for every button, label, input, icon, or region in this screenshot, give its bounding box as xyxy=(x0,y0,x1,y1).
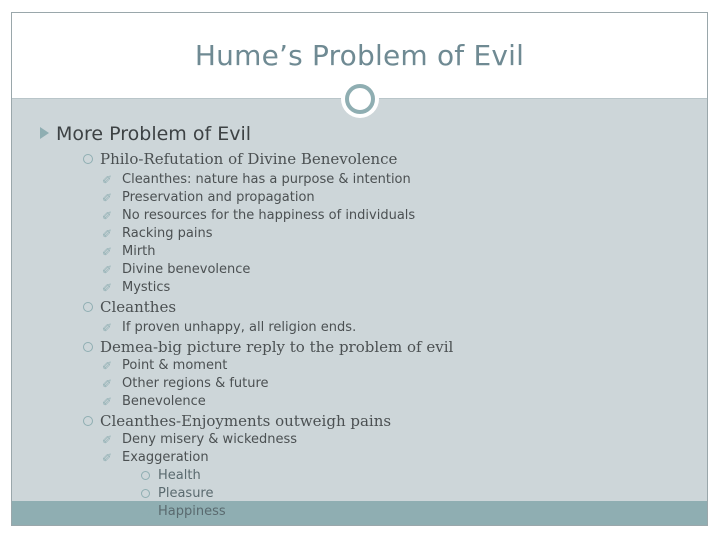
slide-title: Hume’s Problem of Evil xyxy=(194,39,525,72)
section-cleanthes-label: Cleanthes xyxy=(100,298,177,316)
list-item-text: Benevolence xyxy=(122,394,206,409)
sub-list-item xyxy=(158,468,201,483)
list-item xyxy=(102,320,357,335)
outline-heading-text: More Problem of Evil xyxy=(56,123,252,145)
sub-list-item-text: Health xyxy=(158,468,201,483)
list-item xyxy=(102,280,171,295)
sub-list-item-text: Happiness xyxy=(158,504,226,519)
quill-bullet-icon: ✐ xyxy=(102,263,113,277)
list-item-text: Mystics xyxy=(122,280,171,295)
list-item xyxy=(102,376,269,391)
circle-bullet-icon xyxy=(141,471,150,480)
list-item-text: Exaggeration xyxy=(122,450,209,465)
quill-bullet-icon: ✐ xyxy=(102,377,113,391)
list-item-text: Deny misery & wickedness xyxy=(122,432,298,447)
sub-list-item xyxy=(158,504,226,519)
section-philo-label: Philo-Refutation of Divine Benevolence xyxy=(100,150,398,168)
section-demea xyxy=(100,338,453,356)
list-item-text: Point & moment xyxy=(122,358,228,373)
quill-bullet-icon: ✐ xyxy=(102,321,113,335)
circle-bullet-icon xyxy=(141,507,150,516)
circle-bullet-icon xyxy=(141,489,150,498)
list-item-text: Divine benevolence xyxy=(122,262,251,277)
quill-bullet-icon: ✐ xyxy=(102,227,113,241)
section-demea-label: Demea-big picture reply to the problem of evil xyxy=(100,338,454,356)
section-cleanthes xyxy=(100,298,176,316)
list-item xyxy=(102,172,411,187)
section-cleanthes-enjoyments xyxy=(100,412,391,430)
list-item xyxy=(102,262,251,277)
quill-bullet-icon: ✐ xyxy=(102,433,113,447)
list-item xyxy=(102,394,206,409)
quill-bullet-icon: ✐ xyxy=(102,451,113,465)
list-item xyxy=(102,226,213,241)
list-item xyxy=(102,208,416,223)
sub-list-item xyxy=(158,486,214,501)
circle-bullet-icon xyxy=(83,416,93,426)
circle-bullet-icon xyxy=(83,302,93,312)
quill-bullet-icon: ✐ xyxy=(102,245,113,259)
outline-heading xyxy=(56,123,251,145)
quill-bullet-icon: ✐ xyxy=(102,281,113,295)
list-item xyxy=(102,190,315,205)
list-item-text: No resources for the happiness of individuals xyxy=(122,208,416,223)
list-item-text: Racking pains xyxy=(122,226,213,241)
circle-bullet-icon xyxy=(83,154,93,164)
list-item xyxy=(102,244,156,259)
circle-bullet-icon xyxy=(83,342,93,352)
quill-bullet-icon: ✐ xyxy=(102,395,113,409)
slide-content xyxy=(12,13,707,525)
quill-bullet-icon: ✐ xyxy=(102,191,113,205)
slide xyxy=(11,12,708,526)
list-item-text: Preservation and propagation xyxy=(122,190,315,205)
quill-bullet-icon: ✐ xyxy=(102,173,113,187)
list-item xyxy=(102,358,228,373)
list-item-text: Other regions & future xyxy=(122,376,269,391)
list-item xyxy=(102,450,209,465)
section-philo xyxy=(100,150,397,168)
quill-bullet-icon: ✐ xyxy=(102,209,113,223)
list-item-text: If proven unhappy, all religion ends. xyxy=(122,320,357,335)
sub-list-item-text: Pleasure xyxy=(158,486,214,501)
list-item-text: Cleanthes: nature has a purpose & intention xyxy=(122,172,411,187)
list-item-text: Mirth xyxy=(122,244,156,259)
quill-bullet-icon: ✐ xyxy=(102,359,113,373)
list-item xyxy=(102,432,298,447)
section-cleanthes-enjoyments-label: Cleanthes-Enjoyments outweigh pains xyxy=(100,412,392,430)
arrow-bullet-icon xyxy=(40,127,49,139)
